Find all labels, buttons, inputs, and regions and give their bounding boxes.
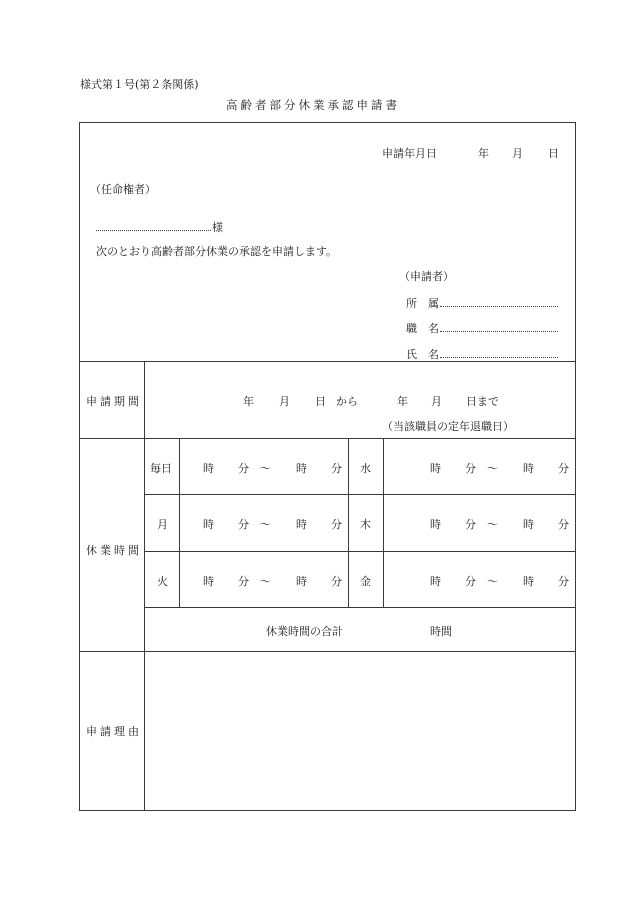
table-right-border (575, 122, 576, 811)
application-date-year: 年 (478, 147, 489, 160)
row1-right-start-minute: 分 (465, 462, 476, 475)
leave-time-total-label: 休業時間の合計 (266, 625, 343, 638)
reason-label: 申請理由 (86, 725, 142, 738)
left-day-tuesday: 火 (157, 575, 168, 588)
right-day-column-right-divider (383, 438, 384, 608)
leave-time-total-unit: 時間 (430, 625, 452, 638)
divider-period (79, 438, 576, 439)
row3-left-start-minute: 分 (238, 575, 249, 588)
appointing-authority-label: （任命権者） (90, 183, 156, 196)
row3-right-tilde: ～ (487, 575, 498, 588)
period-start-month: 月 (279, 395, 290, 408)
row2-right-start-minute: 分 (465, 518, 476, 531)
row2-right-tilde: ～ (487, 518, 498, 531)
divider-row3 (144, 607, 576, 608)
period-end-month: 月 (431, 395, 442, 408)
row2-left-end-minute: 分 (331, 518, 342, 531)
row1-right-start-hour: 時 (430, 462, 441, 475)
row3-left-start-hour: 時 (203, 575, 214, 588)
row2-left-tilde: ～ (260, 518, 271, 531)
divider-header (79, 361, 576, 362)
leave-time-label: 休業時間 (86, 544, 142, 557)
right-day-friday: 金 (360, 575, 371, 588)
application-date-label: 申請年月日 (382, 147, 437, 160)
retirement-date-note: （当該職員の定年退職日） (382, 420, 514, 433)
row3-right-end-minute: 分 (558, 575, 569, 588)
period-end-year: 年 (397, 395, 408, 408)
position-label: 職 名 (406, 322, 439, 335)
row1-left-end-minute: 分 (331, 462, 342, 475)
position-field[interactable] (440, 331, 558, 332)
right-day-thursday: 木 (360, 518, 371, 531)
row1-left-end-hour: 時 (296, 462, 307, 475)
applicant-label: （申請者） (399, 270, 454, 283)
document-title: 高齢者部分休業承認申請書 (226, 98, 400, 112)
label-column-divider (144, 361, 145, 811)
affiliation-field[interactable] (440, 306, 558, 307)
row2-right-end-minute: 分 (558, 518, 569, 531)
period-start-year: 年 (243, 395, 254, 408)
row2-left-start-hour: 時 (203, 518, 214, 531)
name-label: 氏 名 (406, 348, 439, 361)
left-day-monday: 月 (157, 518, 168, 531)
row3-right-end-hour: 時 (523, 575, 534, 588)
affiliation-label: 所 属 (406, 297, 439, 310)
row3-left-end-minute: 分 (331, 575, 342, 588)
row2-left-end-hour: 時 (296, 518, 307, 531)
authority-name-field[interactable] (96, 230, 211, 231)
row3-right-start-minute: 分 (465, 575, 476, 588)
row1-left-tilde: ～ (260, 462, 271, 475)
row2-left-start-minute: 分 (238, 518, 249, 531)
divider-row2 (144, 551, 576, 552)
row1-left-start-hour: 時 (203, 462, 214, 475)
row3-left-tilde: ～ (260, 575, 271, 588)
honorific-sama: 様 (212, 221, 223, 234)
request-statement: 次のとおり高齢者部分休業の承認を申請します。 (96, 245, 338, 258)
row2-right-end-hour: 時 (523, 518, 534, 531)
application-date-day: 日 (548, 147, 559, 160)
divider-row1 (144, 494, 576, 495)
row1-left-start-minute: 分 (238, 462, 249, 475)
form-number-label: 様式第１号(第２条関係) (80, 78, 199, 91)
divider-total (79, 651, 576, 652)
row3-left-end-hour: 時 (296, 575, 307, 588)
row1-right-end-minute: 分 (558, 462, 569, 475)
left-day-everyday: 毎日 (150, 462, 172, 475)
application-date-month: 月 (512, 147, 523, 160)
period-label: 申請期間 (86, 395, 142, 408)
table-top-border (79, 122, 576, 123)
left-day-column-divider (179, 438, 180, 608)
row2-right-start-hour: 時 (430, 518, 441, 531)
table-bottom-border (79, 810, 576, 811)
period-from: から (336, 395, 358, 408)
row1-right-tilde: ～ (487, 462, 498, 475)
right-day-column-left-divider (348, 438, 349, 608)
row3-right-start-hour: 時 (430, 575, 441, 588)
reason-field[interactable] (146, 653, 574, 809)
period-until: 日まで (466, 395, 499, 408)
row1-right-end-hour: 時 (523, 462, 534, 475)
period-start-day: 日 (315, 395, 326, 408)
name-field[interactable] (440, 357, 558, 358)
table-left-border (79, 122, 80, 811)
right-day-wednesday: 水 (360, 462, 371, 475)
